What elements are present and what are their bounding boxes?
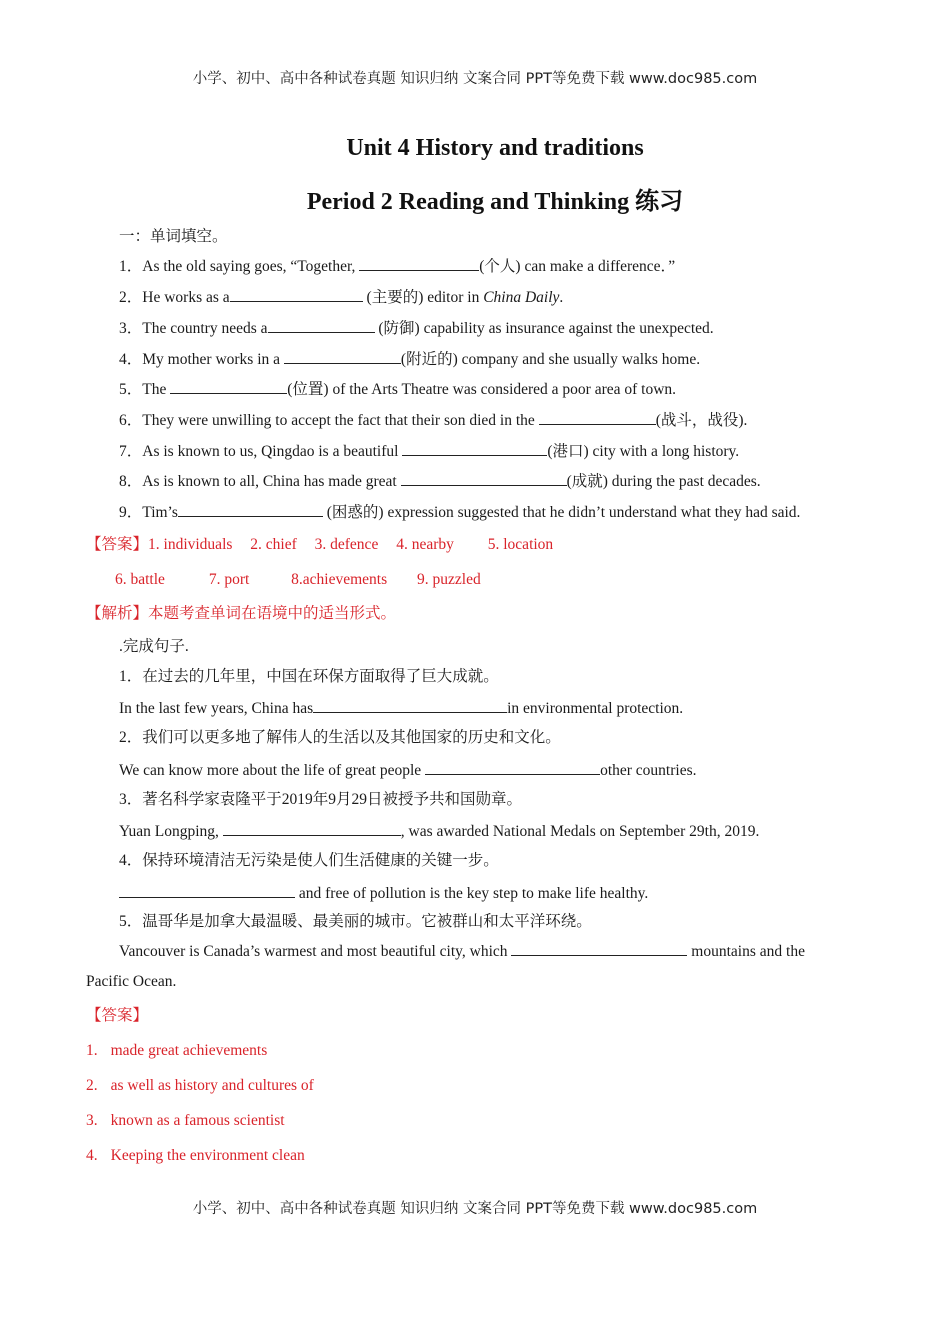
sentence-answer-1: 1. made great achievements [86,1042,268,1059]
sentence-1-english: In the last few years, China has in environmental protection. [119,700,684,717]
vocab-item-3: 3．The country needs a (防御) capability as insurance against the unexpected. [119,320,714,337]
section1-answers-row2: 6. battle 7. port 8.achievements 9. puzzled [115,571,481,588]
sentence-answer-2: 2. as well as history and cultures of [86,1077,314,1094]
sentence-answer-3: 3. known as a famous scientist [86,1112,285,1129]
sentence-4-chinese: 4．保持环境清洁无污染是使人们生活健康的关键一步。 [119,852,499,869]
section2-heading: .完成句子. [119,638,189,655]
page-header: 小学、初中、高中各种试卷真题 知识归纳 文案合同 PPT等免费下载 www.doc985.com [192,71,758,87]
section1-analysis: 【解析】本题考查单词在语境中的适当形式。 [86,605,397,622]
sentence-5-chinese: 5．温哥华是加拿大最温暖、最美丽的城市。它被群山和太平洋环绕。 [119,913,592,930]
sentence-3-english: Yuan Longping, , was awarded National Medals on September 29th, 2019. [119,823,760,840]
vocab-item-4: 4．My mother works in a (附近的) company and she usually walks home. [119,351,701,368]
sentence-4-english: and free of pollution is the key step to make life healthy. [119,883,648,904]
sentence-2-chinese: 2．我们可以更多地了解伟人的生活以及其他国家的历史和文化。 [119,729,561,746]
vocab-item-9: 9．Tim’s (困惑的) expression suggested that he didn’t understand what they had said. [119,504,801,521]
vocab-item-6: 6．They were unwilling to accept the fact that their son died in the (战斗，战役). [119,412,748,429]
unit-title: Unit 4 History and traditions [346,135,644,161]
vocab-item-8: 8．As is known to all, China has made great (成就) during the past decades. [119,473,761,490]
sentence-2-english: We can know more about the life of great people other countries. [119,762,697,779]
sentence-answer-4: 4. Keeping the environment clean [86,1147,305,1164]
sentence-1-chinese: 1．在过去的几年里，中国在环保方面取得了巨大成就。 [119,668,499,685]
vocab-item-2: 2．He works as a (主要的) editor in China Daily. [119,289,564,306]
sentence-5-english: Vancouver is Canada’s warmest and most beautiful city, which mountains and the Pacific Ocean. [86,943,805,990]
vocab-item-7: 7．As is known to us, Qingdao is a beautiful (港口) city with a long history. [119,443,740,460]
sentence-3-chinese: 3．著名科学家袁隆平于2019年9月29日被授予共和国勋章。 [119,791,523,808]
section1-answers-row1: 【答案】1. individuals 2. chief 3. defence 4. nearby 5. location [86,536,554,553]
section1-heading: 一：单词填空。 [119,228,228,245]
page-footer: 小学、初中、高中各种试卷真题 知识归纳 文案合同 PPT等免费下载 www.doc985.com [192,1201,758,1217]
vocab-item-1: 1．As the old saying goes, “Together, (个人) can make a difference．” [119,258,676,275]
section2-answer-label: 【答案】 [86,1007,149,1024]
period-title: Period 2 Reading and Thinking 练习 [306,189,684,215]
vocab-item-5: 5．The (位置) of the Arts Theatre was considered a poor area of town. [119,381,677,398]
